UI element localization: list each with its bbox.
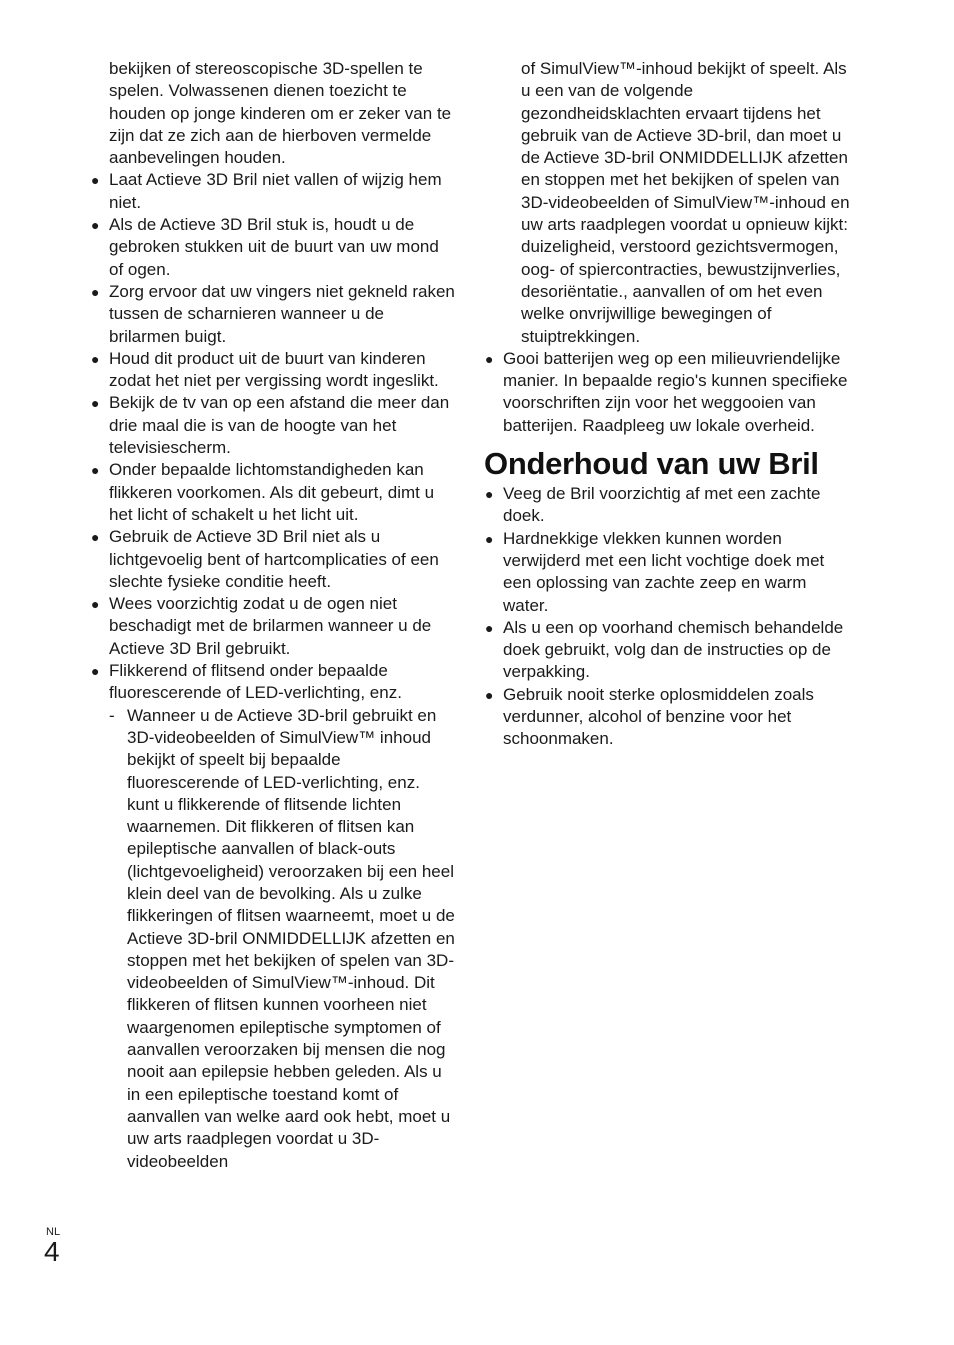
list-item bbox=[90, 214, 455, 281]
bullet-icon: ● bbox=[485, 619, 494, 636]
bullet-icon: ● bbox=[485, 486, 494, 503]
list-item bbox=[90, 593, 455, 660]
list-item-text: Hardnekkige vlekken kunnen worden verwijderd met een licht vochtige doek met een oplossing van zachte zeep en warm water. bbox=[503, 528, 825, 615]
bullet-icon: ● bbox=[91, 217, 100, 234]
list-item bbox=[90, 169, 455, 214]
bullet-icon: ● bbox=[485, 686, 494, 703]
list-item-text: Houd dit product uit de buurt van kinderen zodat het niet per vergissing wordt ingeslikt. bbox=[109, 348, 439, 391]
sub-list-item bbox=[90, 705, 455, 1173]
bullet-icon: ● bbox=[485, 530, 494, 547]
list-item-text: Zorg ervoor dat uw vingers niet gekneld raken tussen de scharnieren wanneer u de brilarmen buigt. bbox=[109, 281, 455, 346]
page-number: 4 bbox=[44, 1236, 60, 1267]
bullet-icon: ● bbox=[91, 350, 100, 367]
bullet-icon: ● bbox=[485, 350, 494, 367]
list-item bbox=[484, 483, 854, 528]
list-item bbox=[484, 617, 854, 684]
list-item-text: Wees voorzichtig zodat u de ogen niet beschadigt met de brilarmen wanneer u de Actieve 3D Bril gebruikt. bbox=[109, 594, 432, 658]
list-item-text: Als de Actieve 3D Bril stuk is, houdt u de gebroken stukken uit de buurt van uw mond of ogen. bbox=[109, 215, 439, 279]
list-item-text: Gebruik de Actieve 3D Bril niet als u lichtgevoelig bent of hartcomplicaties of een slechte fysieke conditie heeft. bbox=[109, 527, 439, 591]
list-item bbox=[90, 392, 455, 459]
bullet-icon: ● bbox=[91, 395, 100, 412]
list-item-text: Flikkerend of flitsend onder bepaalde fluorescerende of LED-verlichting, enz. bbox=[109, 661, 402, 703]
list-item bbox=[484, 348, 854, 437]
bullet-icon: ● bbox=[91, 529, 100, 546]
list-item-text: Als u een op voorhand chemisch behandelde doek gebruikt, volg dan de instructies op de verpakking. bbox=[503, 617, 844, 682]
list-item-text: Onder bepaalde lichtomstandigheden kan flikkeren voorkomen. Als dit gebeurt, dimt u het licht of schakelt u het licht uit. bbox=[109, 460, 435, 524]
bullet-icon: ● bbox=[91, 462, 100, 479]
list-item bbox=[90, 459, 455, 526]
right-column bbox=[484, 58, 854, 751]
bullet-icon: ● bbox=[91, 663, 100, 680]
list-item-text: Gebruik nooit sterke oplosmiddelen zoals verdunner, alcohol of benzine voor het schoonmaken. bbox=[503, 684, 814, 749]
list-item-text: Bekijk de tv van op een afstand die meer dan drie maal die is van de hoogte van het televisiescherm. bbox=[109, 393, 450, 458]
language-code: NL bbox=[46, 1226, 61, 1238]
list-item bbox=[90, 526, 455, 593]
list-item-text: Laat Actieve 3D Bril niet vallen of wijzig hem niet. bbox=[109, 170, 442, 212]
list-item bbox=[90, 281, 455, 348]
list-item-text: Veeg de Bril voorzichtig af met een zachte doek. bbox=[503, 484, 821, 526]
continued-paragraph: bekijken of stereoscopische 3D-spellen te spelen. Volwassenen dienen toezicht te houden op jonge kinderen om er zeker van te zijn dat ze zich aan de hierboven vermelde aanbevelingen houden. bbox=[109, 59, 452, 168]
list-item-text: Gooi batterijen weg op een milieuvriendelijke manier. In bepaalde regio's kunnen specifieke voorschriften zijn voor het weggooien van batterijen. Raadpleeg uw lokale overheid. bbox=[503, 348, 848, 435]
list-item bbox=[484, 684, 854, 751]
bullet-icon: ● bbox=[91, 283, 100, 300]
sub-list-item-text: Wanneer u de Actieve 3D-bril gebruikt en 3D-videobeelden of SimulView™ inhoud bekijkt of speelt bij bepaalde fluorescerende of LED-verlichting, enz. kunt u flikkerende of flitsende lichten waarnemen. Dit flikkeren of flitsen kan epileptische aanvallen of black-outs (lichtgevoeligheid) veroorzaken bij een heel klein deel van de bevolking. Als u zulke flikkeringen of flitsen waarneemt, moet u de Actieve 3D-bril ONMIDDELLIJK afzetten en stoppen met het bekijken of spelen van 3D-videobeelden of SimulView™-inhoud. Dit flikkeren of flitsen kunnen voorheen niet waargenomen epileptische symptomen of aanvallen veroorzaken bij mensen die nog nooit aan epilepsie hebben geleden. Als u in een epileptische toestand komt of aanvallen van welke aard ook hebt, moet u uw arts raadplegen voordat u 3D-videobeelden bbox=[127, 705, 455, 1171]
left-column bbox=[90, 58, 455, 1173]
continued-paragraph: of SimulView™-inhoud bekijkt of speelt. Als u een van de volgende gezondheidsklachten ervaart tijdens het gebruik van de Actieve 3D-bril, dan moet u de Actieve 3D-bril ONMIDDELLIJK afzetten en stoppen met het bekijken of spelen van 3D-videobeelden of SimulView™-inhoud en uw arts raadplegen voordat u opnieuw kijkt: duizeligheid, verstoord gezichtsvermogen, oog- of spiercontracties, bewustzijnverlies, desoriëntatie., aanvallen of om het even welke onvrijwillige bewegingen of stuiptrekkingen. bbox=[521, 59, 850, 346]
list-item bbox=[90, 660, 455, 705]
bullet-icon: ● bbox=[91, 172, 100, 189]
list-item bbox=[484, 528, 854, 617]
dash-icon: - bbox=[109, 705, 115, 725]
list-item bbox=[90, 348, 455, 393]
section-heading: Onderhoud van uw Bril bbox=[484, 446, 819, 482]
bullet-icon: ● bbox=[91, 596, 100, 613]
